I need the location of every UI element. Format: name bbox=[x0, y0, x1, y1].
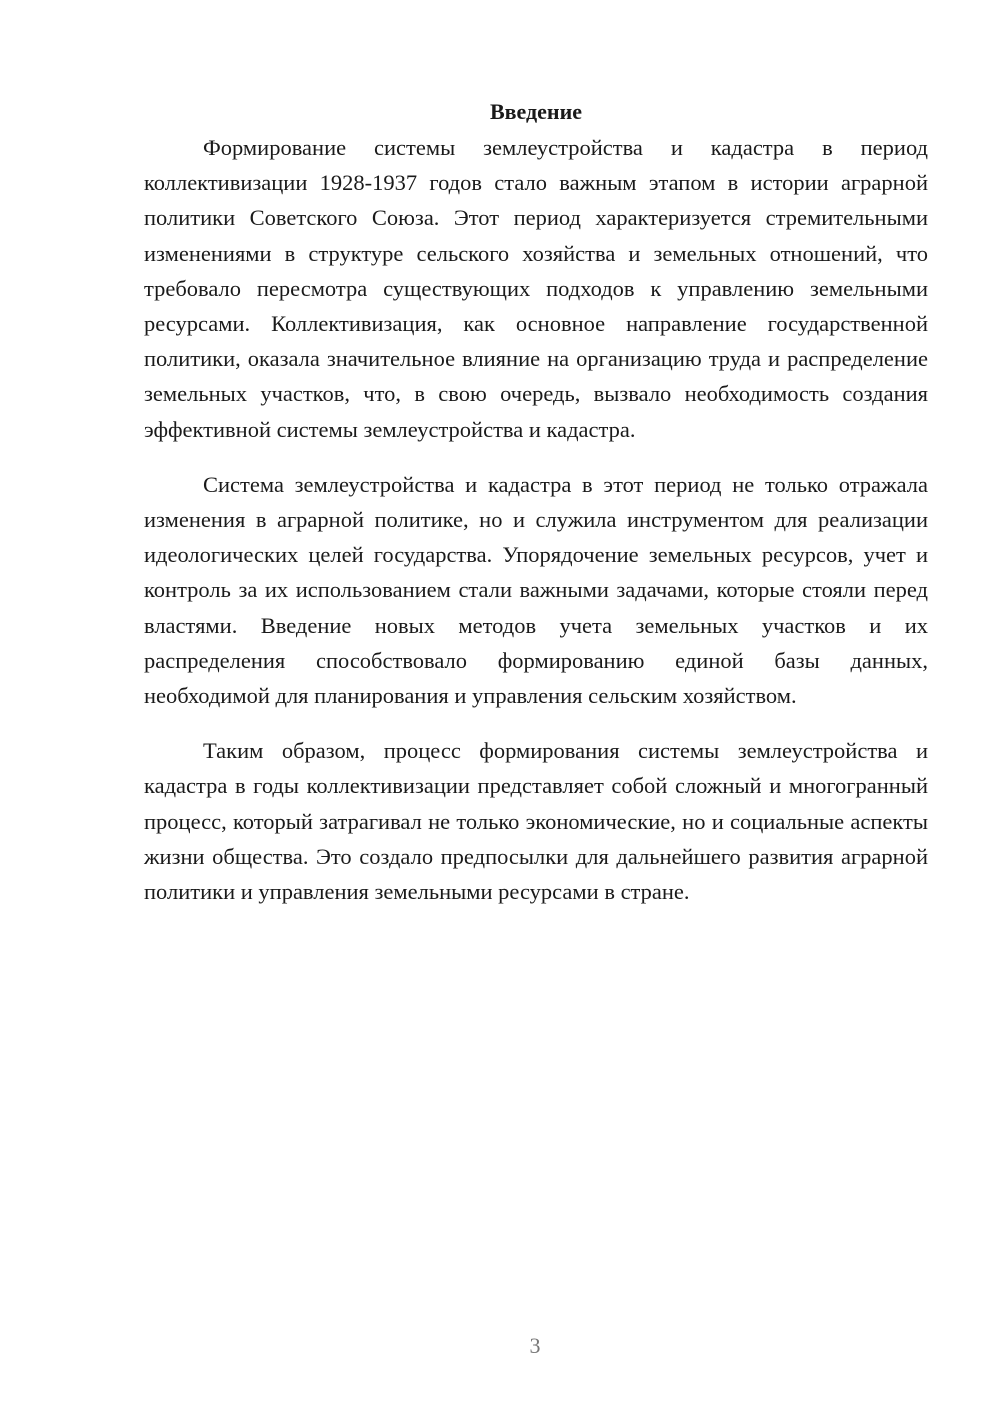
paragraph-2: Система землеустройства и кадастра в этот период не только отражала изменения в аграрной политике, но и служила инструментом для реализации идеологических целей государства. Упорядочение земельных ресурсов, учет и контроль за их использованием стали важными задачами, которые стояли перед властями. Введение новых методов учета земельных участков и их распределения способствовало формированию единой базы данных, необходимой для планирования и управления сельским хозяйством. bbox=[144, 471, 928, 709]
page-number: 3 bbox=[529, 1333, 541, 1358]
section-title: Введение bbox=[489, 99, 583, 124]
page-content bbox=[144, 96, 928, 929]
paragraph-3: Таким образом, процесс формирования системы землеустройства и кадастра в годы коллективизации представляет собой сложный и многогранный процесс, который затрагивал не только экономические, но и социальные аспекты жизни общества. Это создало предпосылки для дальнейшего развития аграрной политики и управления земельными ресурсами в стране. bbox=[144, 738, 928, 905]
paragraph-1: Формирование системы землеустройства и кадастра в период коллективизации 1928-1937 годов стало важным этапом в истории аграрной политики Советского Союза. Этот период характеризуется стремительными изменениями в структуре сельского хозяйства и земельных отношений, что требовало пересмотра существующих подходов к управлению земельными ресурсами. Коллективизация, как основное направление государственной политики, оказала значительное влияние на организацию труда и распределение земельных участков, что, в свою очередь, вызвало необходимость создания эффективной системы землеустройства и кадастра. bbox=[144, 135, 928, 442]
